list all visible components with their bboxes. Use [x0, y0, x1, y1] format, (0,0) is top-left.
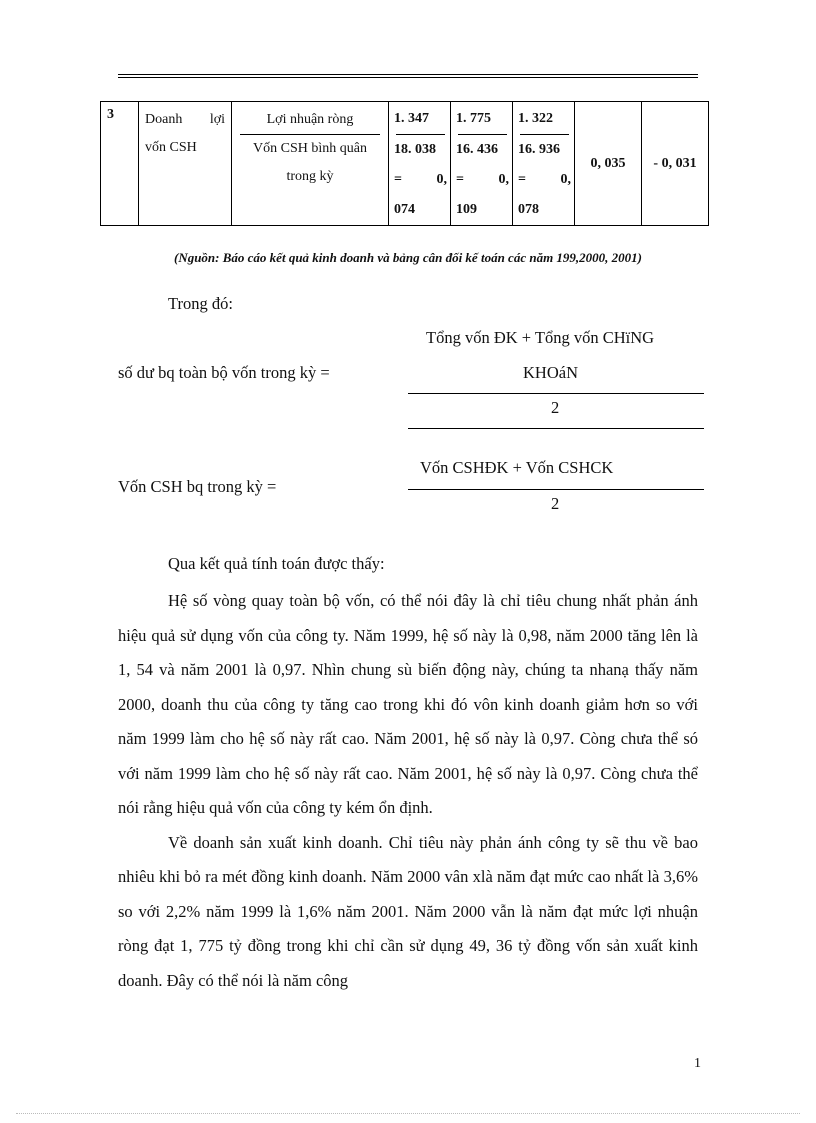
formula1-bottom-rule — [408, 428, 704, 429]
indicator-formula — [232, 102, 389, 226]
row-number: 3 — [101, 102, 139, 226]
year-1999-value-a: 0, — [436, 172, 447, 187]
formula2-denominator: 2 — [551, 494, 560, 513]
year-2001-cell — [513, 102, 575, 226]
year-2000-cell — [451, 102, 513, 226]
year-1999-value-b: 074 — [394, 202, 415, 217]
year-2000-value-a: 0, — [498, 172, 509, 187]
indicator-name-line2: vốn CSH — [145, 140, 197, 155]
year-2000-denominator: 16. 436 — [456, 142, 498, 157]
formula2-fraction-line — [408, 489, 704, 490]
year-2001-numerator: 1. 322 — [518, 111, 553, 126]
formula1-numerator-line2: KHOáN — [523, 363, 578, 382]
year-2000-value-b: 109 — [456, 202, 477, 217]
formula-denominator-line2: trong kỳ — [286, 169, 334, 184]
indicator-name-word1: Doanh — [145, 112, 183, 127]
formula1-label: số dư bq toàn bộ vốn trong kỳ = — [118, 363, 330, 382]
year-1999-equals: = — [394, 172, 402, 187]
table-row — [101, 102, 709, 226]
header-rule-bottom — [118, 77, 698, 78]
formula-denominator-line1: Vốn CSH bình quân — [253, 141, 367, 156]
indicator-name — [139, 102, 232, 226]
year-2000-equals: = — [456, 172, 464, 187]
formula1-fraction-line — [408, 393, 704, 394]
formula-numerator: Lợi nhuận ròng — [266, 112, 354, 127]
conclusion-intro: Qua kết quả tính toán được thấy: — [168, 554, 385, 573]
source-note: (Nguồn: Báo cáo kết quả kinh doanh và bảng cân đối kế toán các năm 199,2000, 2001) — [173, 250, 643, 265]
delta-2001-2000: - 0, 031 — [642, 102, 709, 226]
delta-2000-1999: 0, 035 — [575, 102, 642, 226]
page-number: 1 — [694, 1056, 701, 1071]
formula2-label: Vốn CSH bq trong kỳ = — [118, 477, 277, 496]
year-2001-value-b: 078 — [518, 202, 539, 217]
header-rule-top — [118, 74, 698, 75]
year-2001-denominator: 16. 936 — [518, 142, 560, 157]
formula2-numerator: Vốn CSHĐK + Vốn CSHCK — [420, 458, 614, 477]
trong-do-label: Trong đó: — [168, 294, 233, 313]
year-2001-value-a: 0, — [560, 172, 571, 187]
paragraph-2: Về doanh sản xuất kinh doanh. Chỉ tiêu này phản ánh công ty sẽ thu về bao nhiêu khi bỏ ra mét đồng kinh doanh. Năm 2000 vân xlà năm đạt mức cao nhất là 3,6% so với 2,2% năm 1999 là 1,6% năm 2001. Năm 2000 vẫn là năm đạt mức lợi nhuận ròng đạt 1, 775 tỷ đồng trong khi chỉ cần sử dụng 49, 36 tỷ đồng vốn sản xuất kinh doanh. Đây có thể nói là năm công — [118, 832, 698, 990]
year-1999-cell — [389, 102, 451, 226]
ratio-table — [100, 101, 709, 226]
year-1999-denominator: 18. 038 — [394, 142, 436, 157]
year-1999-numerator: 1. 347 — [394, 111, 429, 126]
year-2001-equals: = — [518, 172, 526, 187]
formula1-numerator-line1: Tổng vốn ĐK + Tổng vốn CHïNG — [426, 328, 655, 347]
formula1-denominator: 2 — [551, 398, 560, 417]
year-2000-numerator: 1. 775 — [456, 111, 491, 126]
indicator-name-word2: lợi — [209, 112, 225, 127]
page-footer-dotted-rule — [16, 1113, 800, 1114]
body-paragraphs — [118, 584, 698, 998]
paragraph-1: Hệ số vòng quay toàn bộ vốn, có thể nói đây là chỉ tiêu chung nhất phản ánh hiệu quả sử dụng vốn của công ty. Năm 1999, hệ số này là 0,98, năm 2000 tăng lên là 1, 54 và năm 2001 là 0,97. Nhìn chung sù biến động này, chúng ta nhanạ thấy năm 2000, doanh thu của công ty tăng cao trong khi đó vôn kinh doanh giảm hơn so với năm 1999 làm cho hệ số này rất cao. Năm 2001, hệ số này là 0,97. Còng chưa thể só với năm 1999 làm cho hệ số này rất cao. Năm 2001, hệ số này là 0,97. Còng chưa thể nói rằng hiệu quả vốn của công ty kém ổn định. — [118, 591, 698, 817]
